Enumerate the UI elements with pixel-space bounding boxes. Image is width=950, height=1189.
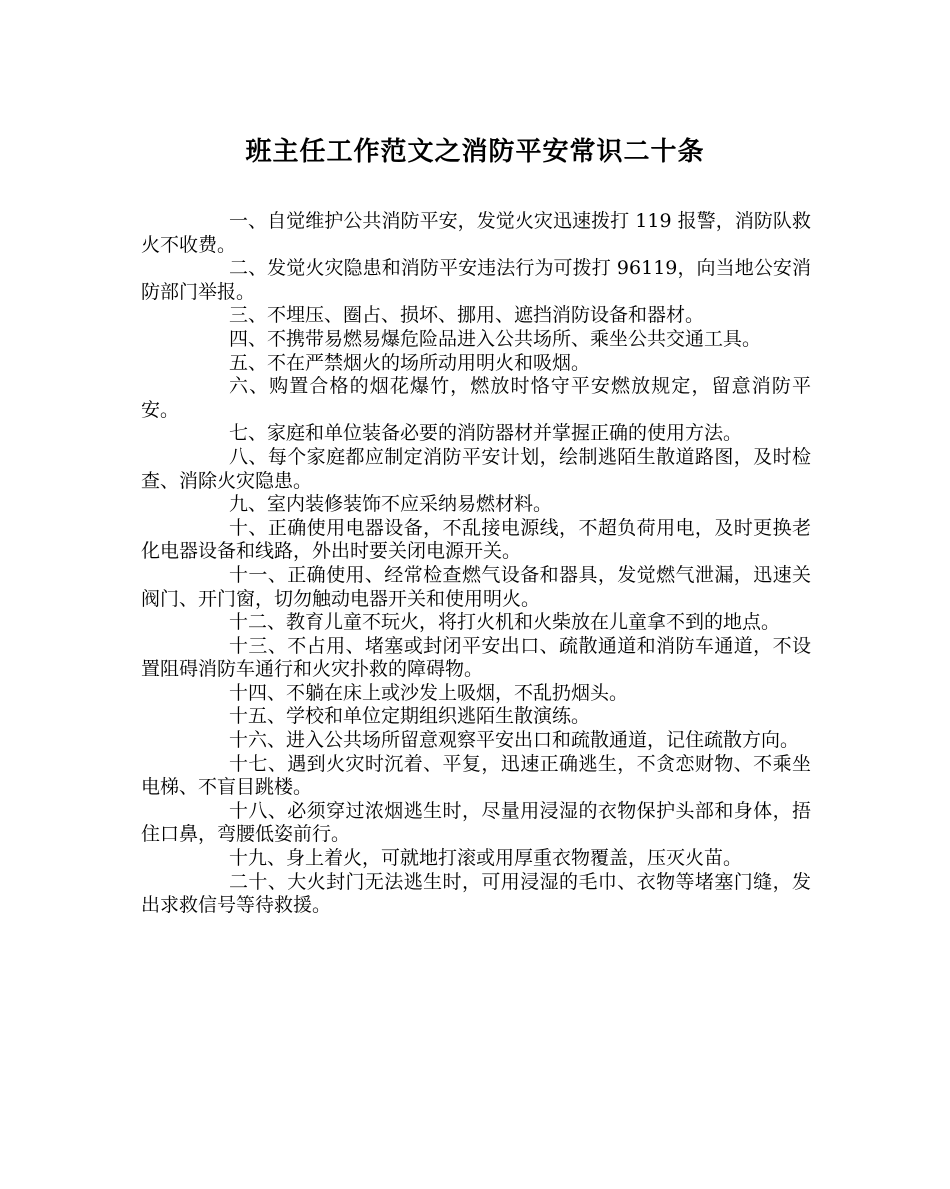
paragraph-13: 十三、不占用、堵塞或封闭平安出口、疏散通道和消防车通道，不设置阻碍消防车通行和火灾扑救的障碍物。 — [141, 634, 811, 681]
paragraph-5: 五、不在严禁烟火的场所动用明火和吸烟。 — [229, 351, 591, 374]
paragraph-16: 十六、进入公共场所留意观察平安出口和疏散通道，记住疏散方向。 — [229, 729, 800, 752]
paragraph-11: 十一、正确使用、经常检查燃气设备和器具，发觉燃气泄漏，迅速关阀门、开门窗，切勿触动电器开关和使用明火。 — [141, 563, 811, 610]
paragraph-14: 十四、不躺在床上或沙发上吸烟，不乱扔烟头。 — [229, 681, 629, 704]
paragraph-17: 十七、遇到火灾时沉着、平复，迅速正确逃生，不贪恋财物、不乘坐电梯、不盲目跳楼。 — [141, 752, 811, 799]
paragraph-3: 三、不埋压、圈占、损坏、挪用、遮挡消防设备和器材。 — [229, 304, 705, 327]
paragraph-10: 十、正确使用电器设备，不乱接电源线，不超负荷用电，及时更换老化电器设备和线路，外出时要关闭电源开关。 — [141, 516, 811, 563]
paragraph-7: 七、家庭和单位装备必要的消防器材并掌握正确的使用方法。 — [229, 422, 743, 445]
paragraph-15: 十五、学校和单位定期组织逃陌生散演练。 — [229, 705, 591, 728]
paragraph-12: 十二、教育儿童不玩火，将打火机和火柴放在儿童拿不到的地点。 — [229, 611, 781, 634]
document-title: 班主任工作范文之消防平安常识二十条 — [245, 137, 705, 167]
paragraph-2: 二、发觉火灾隐患和消防平安违法行为可拨打 96119，向当地公安消防部门举报。 — [141, 257, 811, 303]
paragraph-1: 一、自觉维护公共消防平安，发觉火灾迅速拨打 119 报警，消防队救火不收费。 — [141, 210, 811, 256]
document-body — [141, 210, 811, 918]
paragraph-20: 二十、大火封门无法逃生时，可用浸湿的毛巾、衣物等堵塞门缝，发出求救信号等待救援。 — [141, 870, 811, 917]
paragraph-9: 九、室内装修装饰不应采纳易燃材料。 — [229, 493, 553, 516]
paragraph-8: 八、每个家庭都应制定消防平安计划，绘制逃陌生散道路图，及时检查、消除火灾隐患。 — [141, 445, 811, 492]
paragraph-18: 十八、必须穿过浓烟逃生时，尽量用浸湿的衣物保护头部和身体，捂住口鼻，弯腰低姿前行。 — [141, 799, 811, 846]
paragraph-19: 十九、身上着火，可就地打滚或用厚重衣物覆盖，压灭火苗。 — [229, 847, 743, 870]
paragraph-6: 六、购置合格的烟花爆竹，燃放时恪守平安燃放规定，留意消防平安。 — [141, 375, 811, 421]
paragraph-4: 四、不携带易燃易爆危险品进入公共场所、乘坐公共交通工具。 — [229, 327, 762, 350]
